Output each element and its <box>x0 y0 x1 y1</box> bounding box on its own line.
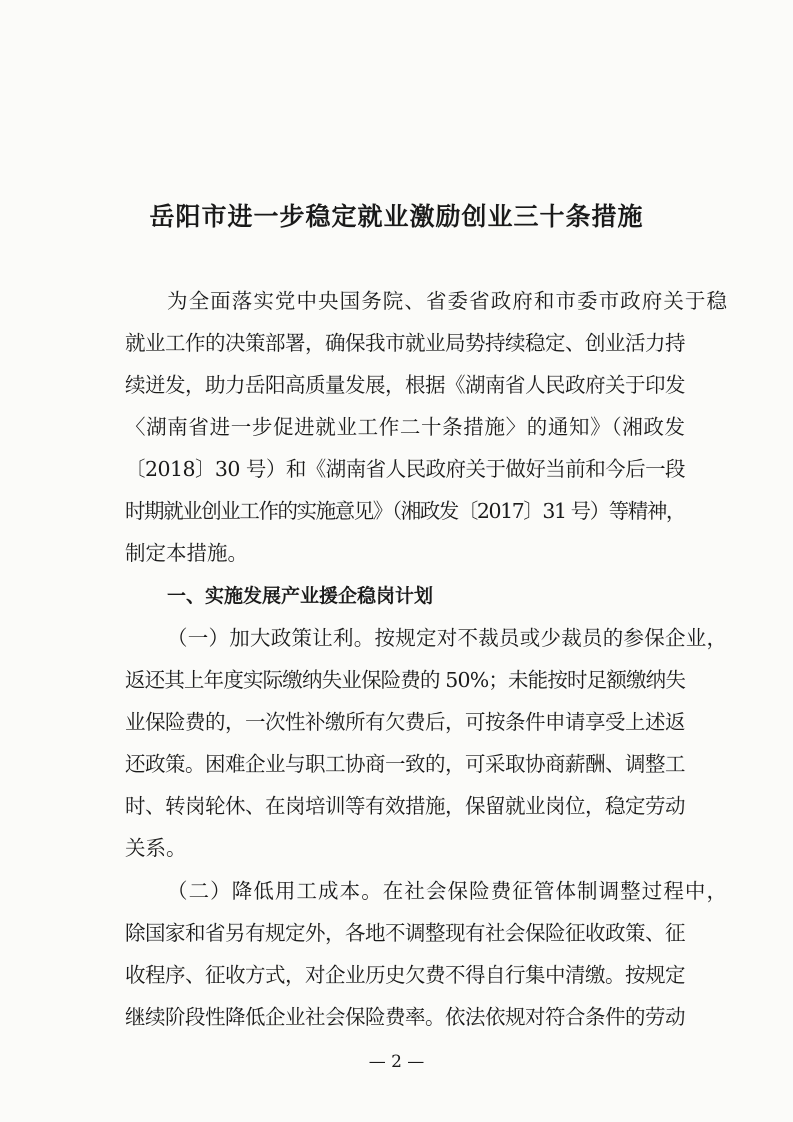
paragraph-line: （二）降低用工成本。在社会保险费征管体制调整过程中， <box>167 879 729 903</box>
paragraph-line: 〈湖南省进一步促进就业工作二十条措施〉的通知》（湘政发 <box>125 415 686 439</box>
paragraph-line: （一）加大政策让利。按规定对不裁员或少裁员的参保企业， <box>167 626 728 650</box>
paragraph-line: 业保险费的，一次性补缴所有欠费后，可按条件申请享受上述返 <box>125 710 685 734</box>
paragraph-line: 制定本措施。 <box>125 541 248 565</box>
paragraph-line: 还政策。困难企业与职工协商一致的，可采取协商薪酬、调整工 <box>125 752 685 776</box>
paragraph-line: 就业工作的决策部署，确保我市就业局势持续稳定、创业活力持 <box>125 331 685 355</box>
page-number: — 2 — <box>368 1052 425 1072</box>
paragraph-line: 时、转岗轮休、在岗培训等有效措施，保留就业岗位，稳定劳动 <box>125 794 685 818</box>
paragraph-line: 返还其上年度实际缴纳失业保险费的 50%；未能按时足额缴纳失 <box>125 668 685 692</box>
paragraph-line: 〔2018〕30 号）和《湖南省人民政府关于做好当前和今后一段 <box>125 457 685 481</box>
paragraph-line: 续迸发，助力岳阳高质量发展，根据《湖南省人民政府关于印发 <box>125 373 685 397</box>
paragraph-line: 时期就业创业工作的实施意见》（湘政发〔2017〕31 号）等精神， <box>125 499 685 523</box>
paragraph-line: 为全面落实党中央国务院、省委省政府和市委市政府关于稳 <box>167 289 729 313</box>
section-heading: 一、实施发展产业援企稳岗计划 <box>167 585 434 607</box>
paragraph-line: 继续阶段性降低企业社会保险费率。依法依规对符合条件的劳动 <box>125 1005 685 1029</box>
paragraph-line: 关系。 <box>125 836 187 860</box>
paragraph-line: 收程序、征收方式，对企业历史欠费不得自行集中清缴。按规定 <box>125 963 685 987</box>
paragraph-line: 除国家和省另有规定外，各地不调整现有社会保险征收政策、征 <box>125 921 685 945</box>
document-title: 岳阳市进一步稳定就业激励创业三十条措施 <box>149 202 644 231</box>
